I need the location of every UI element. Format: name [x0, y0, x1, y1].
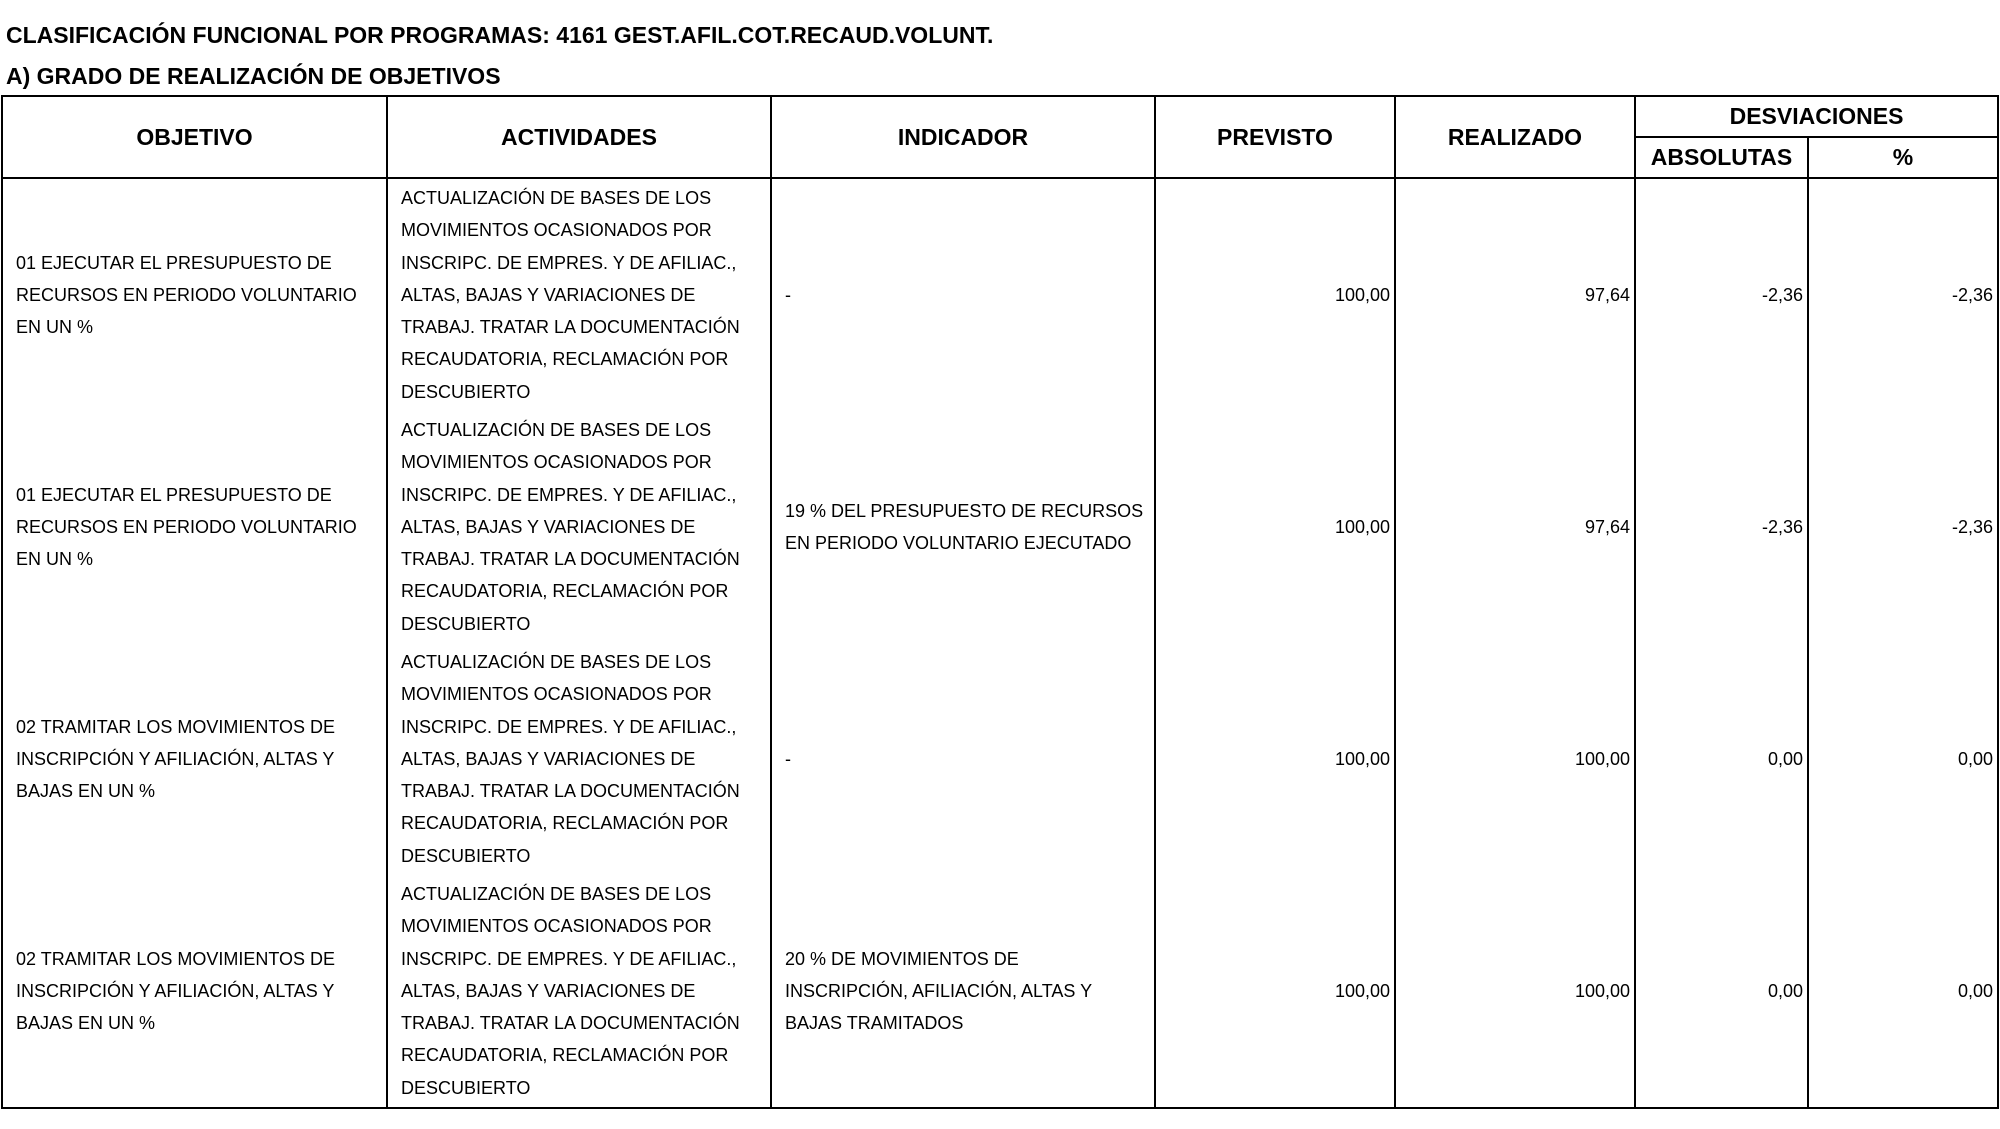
section-title: A) GRADO DE REALIZACIÓN DE OBJETIVOS: [6, 63, 501, 89]
table-row: [2, 875, 1998, 1108]
previsto-cell: 100,00: [1155, 178, 1395, 411]
indicador-cell: -: [771, 643, 1155, 875]
header-indicador: INDICADOR: [771, 96, 1155, 178]
porcentaje-cell: -2,36: [1808, 411, 1998, 643]
realizado-cell: 100,00: [1395, 875, 1635, 1108]
header-realizado: REALIZADO: [1395, 96, 1635, 178]
program-title: CLASIFICACIÓN FUNCIONAL POR PROGRAMAS: 4161 GEST.AFIL.COT.RECAUD.VOLUNT.: [6, 22, 994, 48]
header-objetivo: OBJETIVO: [2, 96, 387, 178]
objetivo-cell: 01 EJECUTAR EL PRESUPUESTO DE RECURSOS EN PERIODO VOLUNTARIO EN UN %: [2, 411, 387, 643]
header-actividades: ACTIVIDADES: [387, 96, 771, 178]
porcentaje-cell: 0,00: [1808, 875, 1998, 1108]
header-porcentaje: %: [1808, 137, 1998, 178]
actividades-cell: ACTUALIZACIÓN DE BASES DE LOS MOVIMIENTOS OCASIONADOS POR INSCRIPC. DE EMPRES. Y DE AFILIAC., ALTAS, BAJAS Y VARIACIONES DE TRABAJ. TRATAR LA DOCUMENTACIÓN RECAUDATORIA, RECLAMACIÓN POR DESCUBIERTO: [387, 411, 771, 643]
objetivo-cell: 01 EJECUTAR EL PRESUPUESTO DE RECURSOS EN PERIODO VOLUNTARIO EN UN %: [2, 178, 387, 411]
realizado-cell: 100,00: [1395, 643, 1635, 875]
table-row: [2, 411, 1998, 643]
porcentaje-cell: 0,00: [1808, 643, 1998, 875]
objectives-table: [1, 95, 1999, 1109]
header-absolutas: ABSOLUTAS: [1635, 137, 1808, 178]
header-desviaciones: DESVIACIONES: [1635, 96, 1998, 137]
indicador-cell: 20 % DE MOVIMIENTOS DE INSCRIPCIÓN, AFILIACIÓN, ALTAS Y BAJAS TRAMITADOS: [771, 875, 1155, 1108]
indicador-cell: -: [771, 178, 1155, 411]
absolutas-cell: -2,36: [1635, 178, 1808, 411]
actividades-cell: ACTUALIZACIÓN DE BASES DE LOS MOVIMIENTOS OCASIONADOS POR INSCRIPC. DE EMPRES. Y DE AFILIAC., ALTAS, BAJAS Y VARIACIONES DE TRABAJ. TRATAR LA DOCUMENTACIÓN RECAUDATORIA, RECLAMACIÓN POR DESCUBIERTO: [387, 875, 771, 1108]
absolutas-cell: 0,00: [1635, 643, 1808, 875]
absolutas-cell: 0,00: [1635, 875, 1808, 1108]
previsto-cell: 100,00: [1155, 875, 1395, 1108]
table-row: [2, 178, 1998, 411]
realizado-cell: 97,64: [1395, 411, 1635, 643]
indicador-cell: 19 % DEL PRESUPUESTO DE RECURSOS EN PERIODO VOLUNTARIO EJECUTADO: [771, 411, 1155, 643]
absolutas-cell: -2,36: [1635, 411, 1808, 643]
header-previsto: PREVISTO: [1155, 96, 1395, 178]
porcentaje-cell: -2,36: [1808, 178, 1998, 411]
objetivo-cell: 02 TRAMITAR LOS MOVIMIENTOS DE INSCRIPCIÓN Y AFILIACIÓN, ALTAS Y BAJAS EN UN %: [2, 875, 387, 1108]
realizado-cell: 97,64: [1395, 178, 1635, 411]
previsto-cell: 100,00: [1155, 411, 1395, 643]
table-row: [2, 643, 1998, 875]
actividades-cell: ACTUALIZACIÓN DE BASES DE LOS MOVIMIENTOS OCASIONADOS POR INSCRIPC. DE EMPRES. Y DE AFILIAC., ALTAS, BAJAS Y VARIACIONES DE TRABAJ. TRATAR LA DOCUMENTACIÓN RECAUDATORIA, RECLAMACIÓN POR DESCUBIERTO: [387, 178, 771, 411]
actividades-cell: ACTUALIZACIÓN DE BASES DE LOS MOVIMIENTOS OCASIONADOS POR INSCRIPC. DE EMPRES. Y DE AFILIAC., ALTAS, BAJAS Y VARIACIONES DE TRABAJ. TRATAR LA DOCUMENTACIÓN RECAUDATORIA, RECLAMACIÓN POR DESCUBIERTO: [387, 643, 771, 875]
objetivo-cell: 02 TRAMITAR LOS MOVIMIENTOS DE INSCRIPCIÓN Y AFILIACIÓN, ALTAS Y BAJAS EN UN %: [2, 643, 387, 875]
previsto-cell: 100,00: [1155, 643, 1395, 875]
